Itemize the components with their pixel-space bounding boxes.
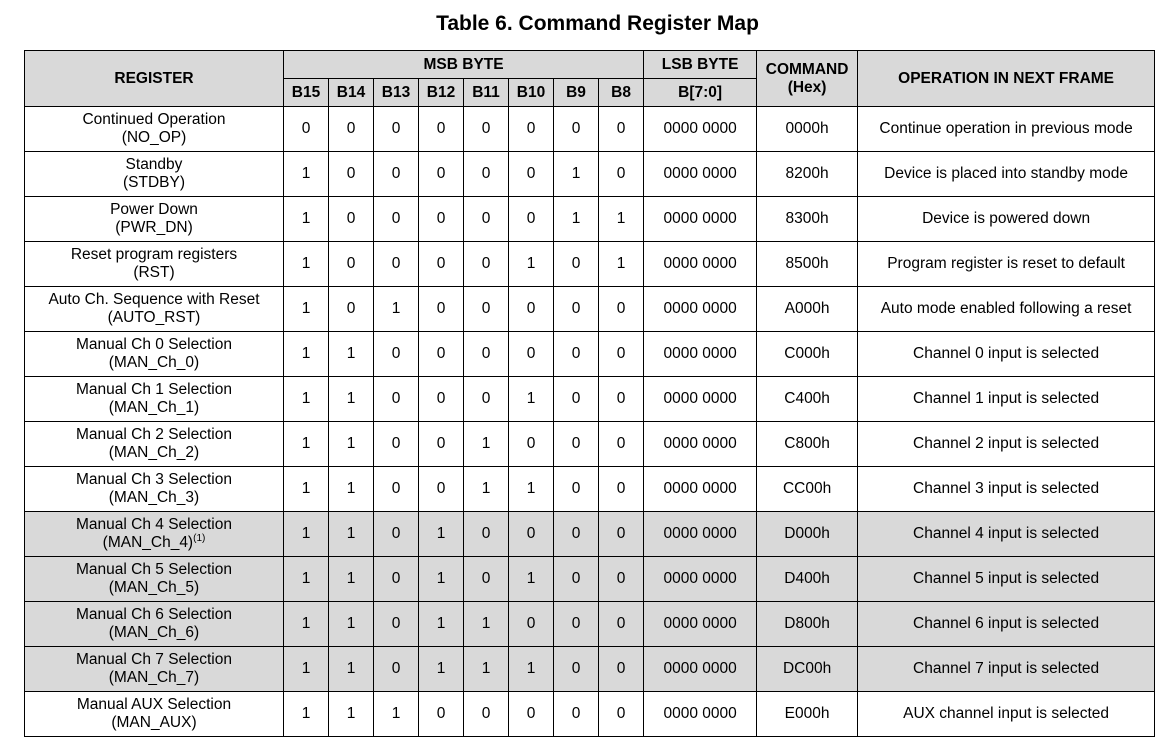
header-lsb-byte: LSB BYTE — [644, 51, 757, 79]
lsb-cell: 0000 0000 — [644, 602, 757, 647]
bit-cell: 0 — [464, 197, 509, 242]
bit-cell: 0 — [374, 647, 419, 692]
bit-cell: 0 — [284, 107, 329, 152]
bit-cell: 1 — [329, 422, 374, 467]
bit-cell: 1 — [329, 332, 374, 377]
bit-cell: 0 — [419, 467, 464, 512]
lsb-cell: 0000 0000 — [644, 332, 757, 377]
bit-cell: 1 — [464, 647, 509, 692]
bit-cell: 1 — [284, 467, 329, 512]
table-header — [25, 51, 1155, 107]
bit-cell: 1 — [599, 242, 644, 287]
table-row — [25, 197, 1155, 242]
register-cell — [25, 647, 284, 692]
register-symbol: (MAN_Ch_3) — [108, 489, 200, 506]
bit-cell: 0 — [599, 287, 644, 332]
register-symbol-line — [25, 579, 283, 597]
bit-cell: 0 — [374, 332, 419, 377]
header-bit: B13 — [374, 79, 419, 107]
register-cell — [25, 107, 284, 152]
register-symbol: (AUTO_RST) — [107, 309, 201, 326]
register-symbol: (MAN_Ch_4) — [102, 534, 194, 551]
bit-cell: 1 — [419, 647, 464, 692]
register-name: Manual Ch 5 Selection — [76, 561, 232, 578]
bit-cell: 0 — [464, 332, 509, 377]
table-row — [25, 602, 1155, 647]
header-bit: B14 — [329, 79, 374, 107]
header-bit: B12 — [419, 79, 464, 107]
table-row — [25, 287, 1155, 332]
register-cell — [25, 467, 284, 512]
command-cell: C400h — [757, 377, 858, 422]
bit-cell: 0 — [599, 332, 644, 377]
bit-cell: 0 — [599, 647, 644, 692]
header-bit: B15 — [284, 79, 329, 107]
operation-cell: Device is powered down — [858, 197, 1155, 242]
register-name: Manual Ch 7 Selection — [76, 651, 232, 668]
register-cell — [25, 377, 284, 422]
command-cell: A000h — [757, 287, 858, 332]
bit-cell: 0 — [329, 242, 374, 287]
bit-cell: 1 — [599, 197, 644, 242]
bit-cell: 1 — [284, 602, 329, 647]
operation-cell: Channel 3 input is selected — [858, 467, 1155, 512]
table-body — [25, 107, 1155, 737]
bit-cell: 0 — [509, 332, 554, 377]
bit-cell: 1 — [329, 467, 374, 512]
bit-cell: 1 — [554, 152, 599, 197]
bit-cell: 0 — [374, 512, 419, 557]
register-symbol-line — [25, 624, 283, 642]
bit-cell: 0 — [419, 107, 464, 152]
bit-cell: 0 — [419, 197, 464, 242]
register-cell — [25, 692, 284, 737]
operation-cell: Channel 2 input is selected — [858, 422, 1155, 467]
command-cell: D800h — [757, 602, 858, 647]
bit-cell: 0 — [599, 422, 644, 467]
operation-cell: Device is placed into standby mode — [858, 152, 1155, 197]
bit-cell: 1 — [374, 692, 419, 737]
operation-cell: Continue operation in previous mode — [858, 107, 1155, 152]
command-register-table — [24, 50, 1155, 737]
register-symbol-line — [25, 219, 283, 237]
register-symbol-line — [25, 399, 283, 417]
table-row — [25, 557, 1155, 602]
bit-cell: 1 — [284, 422, 329, 467]
bit-cell: 1 — [329, 602, 374, 647]
bit-cell: 0 — [554, 512, 599, 557]
bit-cell: 0 — [599, 602, 644, 647]
table-row — [25, 692, 1155, 737]
bit-cell: 1 — [284, 197, 329, 242]
register-cell — [25, 512, 284, 557]
lsb-cell: 0000 0000 — [644, 287, 757, 332]
register-name: Reset program registers — [70, 246, 238, 263]
bit-cell: 0 — [419, 422, 464, 467]
bit-cell: 0 — [599, 152, 644, 197]
bit-cell: 1 — [284, 512, 329, 557]
bit-cell: 1 — [509, 377, 554, 422]
bit-cell: 0 — [464, 152, 509, 197]
table-row — [25, 647, 1155, 692]
command-cell: D400h — [757, 557, 858, 602]
table-row — [25, 107, 1155, 152]
register-symbol-line — [25, 174, 283, 192]
bit-cell: 0 — [374, 107, 419, 152]
bit-cell: 1 — [284, 287, 329, 332]
bit-cell: 0 — [599, 692, 644, 737]
header-bit: B8 — [599, 79, 644, 107]
bit-cell: 0 — [464, 557, 509, 602]
bit-cell: 0 — [419, 332, 464, 377]
register-symbol-line — [25, 129, 283, 147]
register-symbol-line — [25, 534, 283, 552]
operation-cell: Channel 0 input is selected — [858, 332, 1155, 377]
command-cell: C800h — [757, 422, 858, 467]
register-symbol-line — [25, 354, 283, 372]
register-name: Auto Ch. Sequence with Reset — [48, 291, 260, 308]
bit-cell: 0 — [509, 602, 554, 647]
table-row — [25, 422, 1155, 467]
bit-cell: 0 — [599, 467, 644, 512]
register-cell — [25, 152, 284, 197]
bit-cell: 1 — [284, 692, 329, 737]
bit-cell: 0 — [599, 377, 644, 422]
lsb-cell: 0000 0000 — [644, 467, 757, 512]
bit-cell: 0 — [599, 107, 644, 152]
register-cell — [25, 332, 284, 377]
bit-cell: 1 — [284, 647, 329, 692]
bit-cell: 0 — [464, 377, 509, 422]
header-lsb-bits: B[7:0] — [644, 79, 757, 107]
bit-cell: 0 — [599, 512, 644, 557]
bit-cell: 0 — [464, 692, 509, 737]
header-bit: B11 — [464, 79, 509, 107]
register-symbol: (NO_OP) — [121, 129, 187, 146]
bit-cell: 1 — [464, 467, 509, 512]
bit-cell: 1 — [284, 557, 329, 602]
register-symbol-line — [25, 489, 283, 507]
register-cell — [25, 557, 284, 602]
bit-cell: 0 — [509, 107, 554, 152]
register-symbol: (MAN_Ch_5) — [108, 579, 200, 596]
operation-cell: Channel 7 input is selected — [858, 647, 1155, 692]
bit-cell: 0 — [329, 107, 374, 152]
lsb-cell: 0000 0000 — [644, 647, 757, 692]
register-cell — [25, 422, 284, 467]
bit-cell: 0 — [464, 512, 509, 557]
bit-cell: 0 — [554, 107, 599, 152]
bit-cell: 0 — [374, 557, 419, 602]
register-symbol-line — [25, 264, 283, 282]
bit-cell: 0 — [374, 377, 419, 422]
bit-cell: 0 — [329, 197, 374, 242]
register-name: Manual Ch 0 Selection — [76, 336, 232, 353]
register-symbol: (MAN_Ch_7) — [108, 669, 200, 686]
bit-cell: 0 — [464, 242, 509, 287]
operation-cell: Program register is reset to default — [858, 242, 1155, 287]
command-cell: DC00h — [757, 647, 858, 692]
header-command-line2: (Hex) — [787, 78, 827, 96]
bit-cell: 1 — [464, 422, 509, 467]
bit-cell: 0 — [509, 152, 554, 197]
bit-cell: 0 — [554, 422, 599, 467]
command-cell: 8300h — [757, 197, 858, 242]
table-row — [25, 332, 1155, 377]
register-name: Standby — [125, 156, 183, 173]
bit-cell: 0 — [329, 152, 374, 197]
bit-cell: 1 — [509, 467, 554, 512]
operation-cell: AUX channel input is selected — [858, 692, 1155, 737]
bit-cell: 1 — [329, 377, 374, 422]
bit-cell: 0 — [599, 557, 644, 602]
register-symbol: (RST) — [133, 264, 175, 281]
operation-cell: Auto mode enabled following a reset — [858, 287, 1155, 332]
table-row — [25, 512, 1155, 557]
bit-cell: 1 — [284, 152, 329, 197]
register-name: Manual Ch 1 Selection — [76, 381, 232, 398]
register-cell — [25, 287, 284, 332]
bit-cell: 0 — [509, 512, 554, 557]
bit-cell: 0 — [374, 467, 419, 512]
bit-cell: 0 — [464, 107, 509, 152]
bit-cell: 1 — [464, 602, 509, 647]
register-name: Manual Ch 6 Selection — [76, 606, 232, 623]
bit-cell: 0 — [509, 287, 554, 332]
bit-cell: 0 — [554, 602, 599, 647]
register-cell — [25, 197, 284, 242]
lsb-cell: 0000 0000 — [644, 557, 757, 602]
bit-cell: 1 — [374, 287, 419, 332]
table-row — [25, 152, 1155, 197]
bit-cell: 1 — [284, 242, 329, 287]
bit-cell: 1 — [509, 647, 554, 692]
header-command-line1: COMMAND — [765, 60, 849, 78]
header-command — [757, 51, 858, 107]
lsb-cell: 0000 0000 — [644, 422, 757, 467]
header-operation: OPERATION IN NEXT FRAME — [858, 51, 1155, 107]
lsb-cell: 0000 0000 — [644, 197, 757, 242]
bit-cell: 0 — [509, 422, 554, 467]
bit-cell: 0 — [554, 467, 599, 512]
register-name: Manual Ch 3 Selection — [76, 471, 232, 488]
register-name: Manual AUX Selection — [76, 696, 232, 713]
bit-cell: 1 — [329, 692, 374, 737]
lsb-cell: 0000 0000 — [644, 107, 757, 152]
command-cell: CC00h — [757, 467, 858, 512]
lsb-cell: 0000 0000 — [644, 692, 757, 737]
command-cell: D000h — [757, 512, 858, 557]
bit-cell: 0 — [374, 242, 419, 287]
bit-cell: 0 — [554, 332, 599, 377]
lsb-cell: 0000 0000 — [644, 152, 757, 197]
bit-cell: 1 — [284, 377, 329, 422]
bit-cell: 1 — [509, 242, 554, 287]
operation-cell: Channel 5 input is selected — [858, 557, 1155, 602]
header-bit: B10 — [509, 79, 554, 107]
register-name: Manual Ch 4 Selection — [76, 516, 232, 533]
header-msb-byte: MSB BYTE — [284, 51, 644, 79]
bit-cell: 1 — [284, 332, 329, 377]
register-symbol: (STDBY) — [123, 174, 185, 191]
register-symbol-line — [25, 309, 283, 327]
register-name: Power Down — [110, 201, 198, 218]
bit-cell: 1 — [329, 512, 374, 557]
register-symbol: (PWR_DN) — [115, 219, 193, 236]
register-symbol: (MAN_Ch_0) — [108, 354, 200, 371]
bit-cell: 0 — [419, 242, 464, 287]
lsb-cell: 0000 0000 — [644, 242, 757, 287]
bit-cell: 1 — [509, 557, 554, 602]
bit-cell: 1 — [419, 602, 464, 647]
table-row — [25, 467, 1155, 512]
register-symbol-line — [25, 444, 283, 462]
register-cell — [25, 242, 284, 287]
table-row — [25, 377, 1155, 422]
bit-cell: 0 — [374, 602, 419, 647]
command-cell: 8200h — [757, 152, 858, 197]
header-bit: B9 — [554, 79, 599, 107]
operation-cell: Channel 4 input is selected — [858, 512, 1155, 557]
bit-cell: 0 — [374, 197, 419, 242]
register-cell — [25, 602, 284, 647]
bit-cell: 0 — [419, 692, 464, 737]
operation-cell: Channel 1 input is selected — [858, 377, 1155, 422]
command-cell: 0000h — [757, 107, 858, 152]
table-row — [25, 242, 1155, 287]
register-symbol: (MAN_Ch_1) — [108, 399, 200, 416]
command-cell: E000h — [757, 692, 858, 737]
table-title: Table 6. Command Register Map — [436, 12, 759, 35]
register-symbol: (MAN_Ch_6) — [108, 624, 200, 641]
bit-cell: 0 — [419, 377, 464, 422]
register-symbol-line — [25, 669, 283, 687]
bit-cell: 0 — [554, 692, 599, 737]
register-symbol: (MAN_AUX) — [111, 714, 197, 731]
register-symbol-line — [25, 714, 283, 732]
lsb-cell: 0000 0000 — [644, 512, 757, 557]
footnote-marker: (1) — [193, 532, 206, 544]
bit-cell: 0 — [554, 377, 599, 422]
bit-cell: 1 — [419, 557, 464, 602]
bit-cell: 0 — [509, 692, 554, 737]
operation-cell: Channel 6 input is selected — [858, 602, 1155, 647]
bit-cell: 0 — [374, 152, 419, 197]
lsb-cell: 0000 0000 — [644, 377, 757, 422]
bit-cell: 0 — [374, 422, 419, 467]
bit-cell: 0 — [554, 647, 599, 692]
register-name: Continued Operation — [82, 111, 226, 128]
bit-cell: 1 — [329, 557, 374, 602]
bit-cell: 0 — [464, 287, 509, 332]
register-symbol: (MAN_Ch_2) — [108, 444, 200, 461]
bit-cell: 0 — [419, 287, 464, 332]
header-register: REGISTER — [25, 51, 284, 107]
bit-cell: 1 — [419, 512, 464, 557]
bit-cell: 0 — [509, 197, 554, 242]
bit-cell: 0 — [419, 152, 464, 197]
bit-cell: 0 — [554, 287, 599, 332]
bit-cell: 0 — [554, 557, 599, 602]
bit-cell: 1 — [554, 197, 599, 242]
bit-cell: 0 — [554, 242, 599, 287]
command-cell: C000h — [757, 332, 858, 377]
bit-cell: 1 — [329, 647, 374, 692]
register-name: Manual Ch 2 Selection — [76, 426, 232, 443]
bit-cell: 0 — [329, 287, 374, 332]
command-cell: 8500h — [757, 242, 858, 287]
